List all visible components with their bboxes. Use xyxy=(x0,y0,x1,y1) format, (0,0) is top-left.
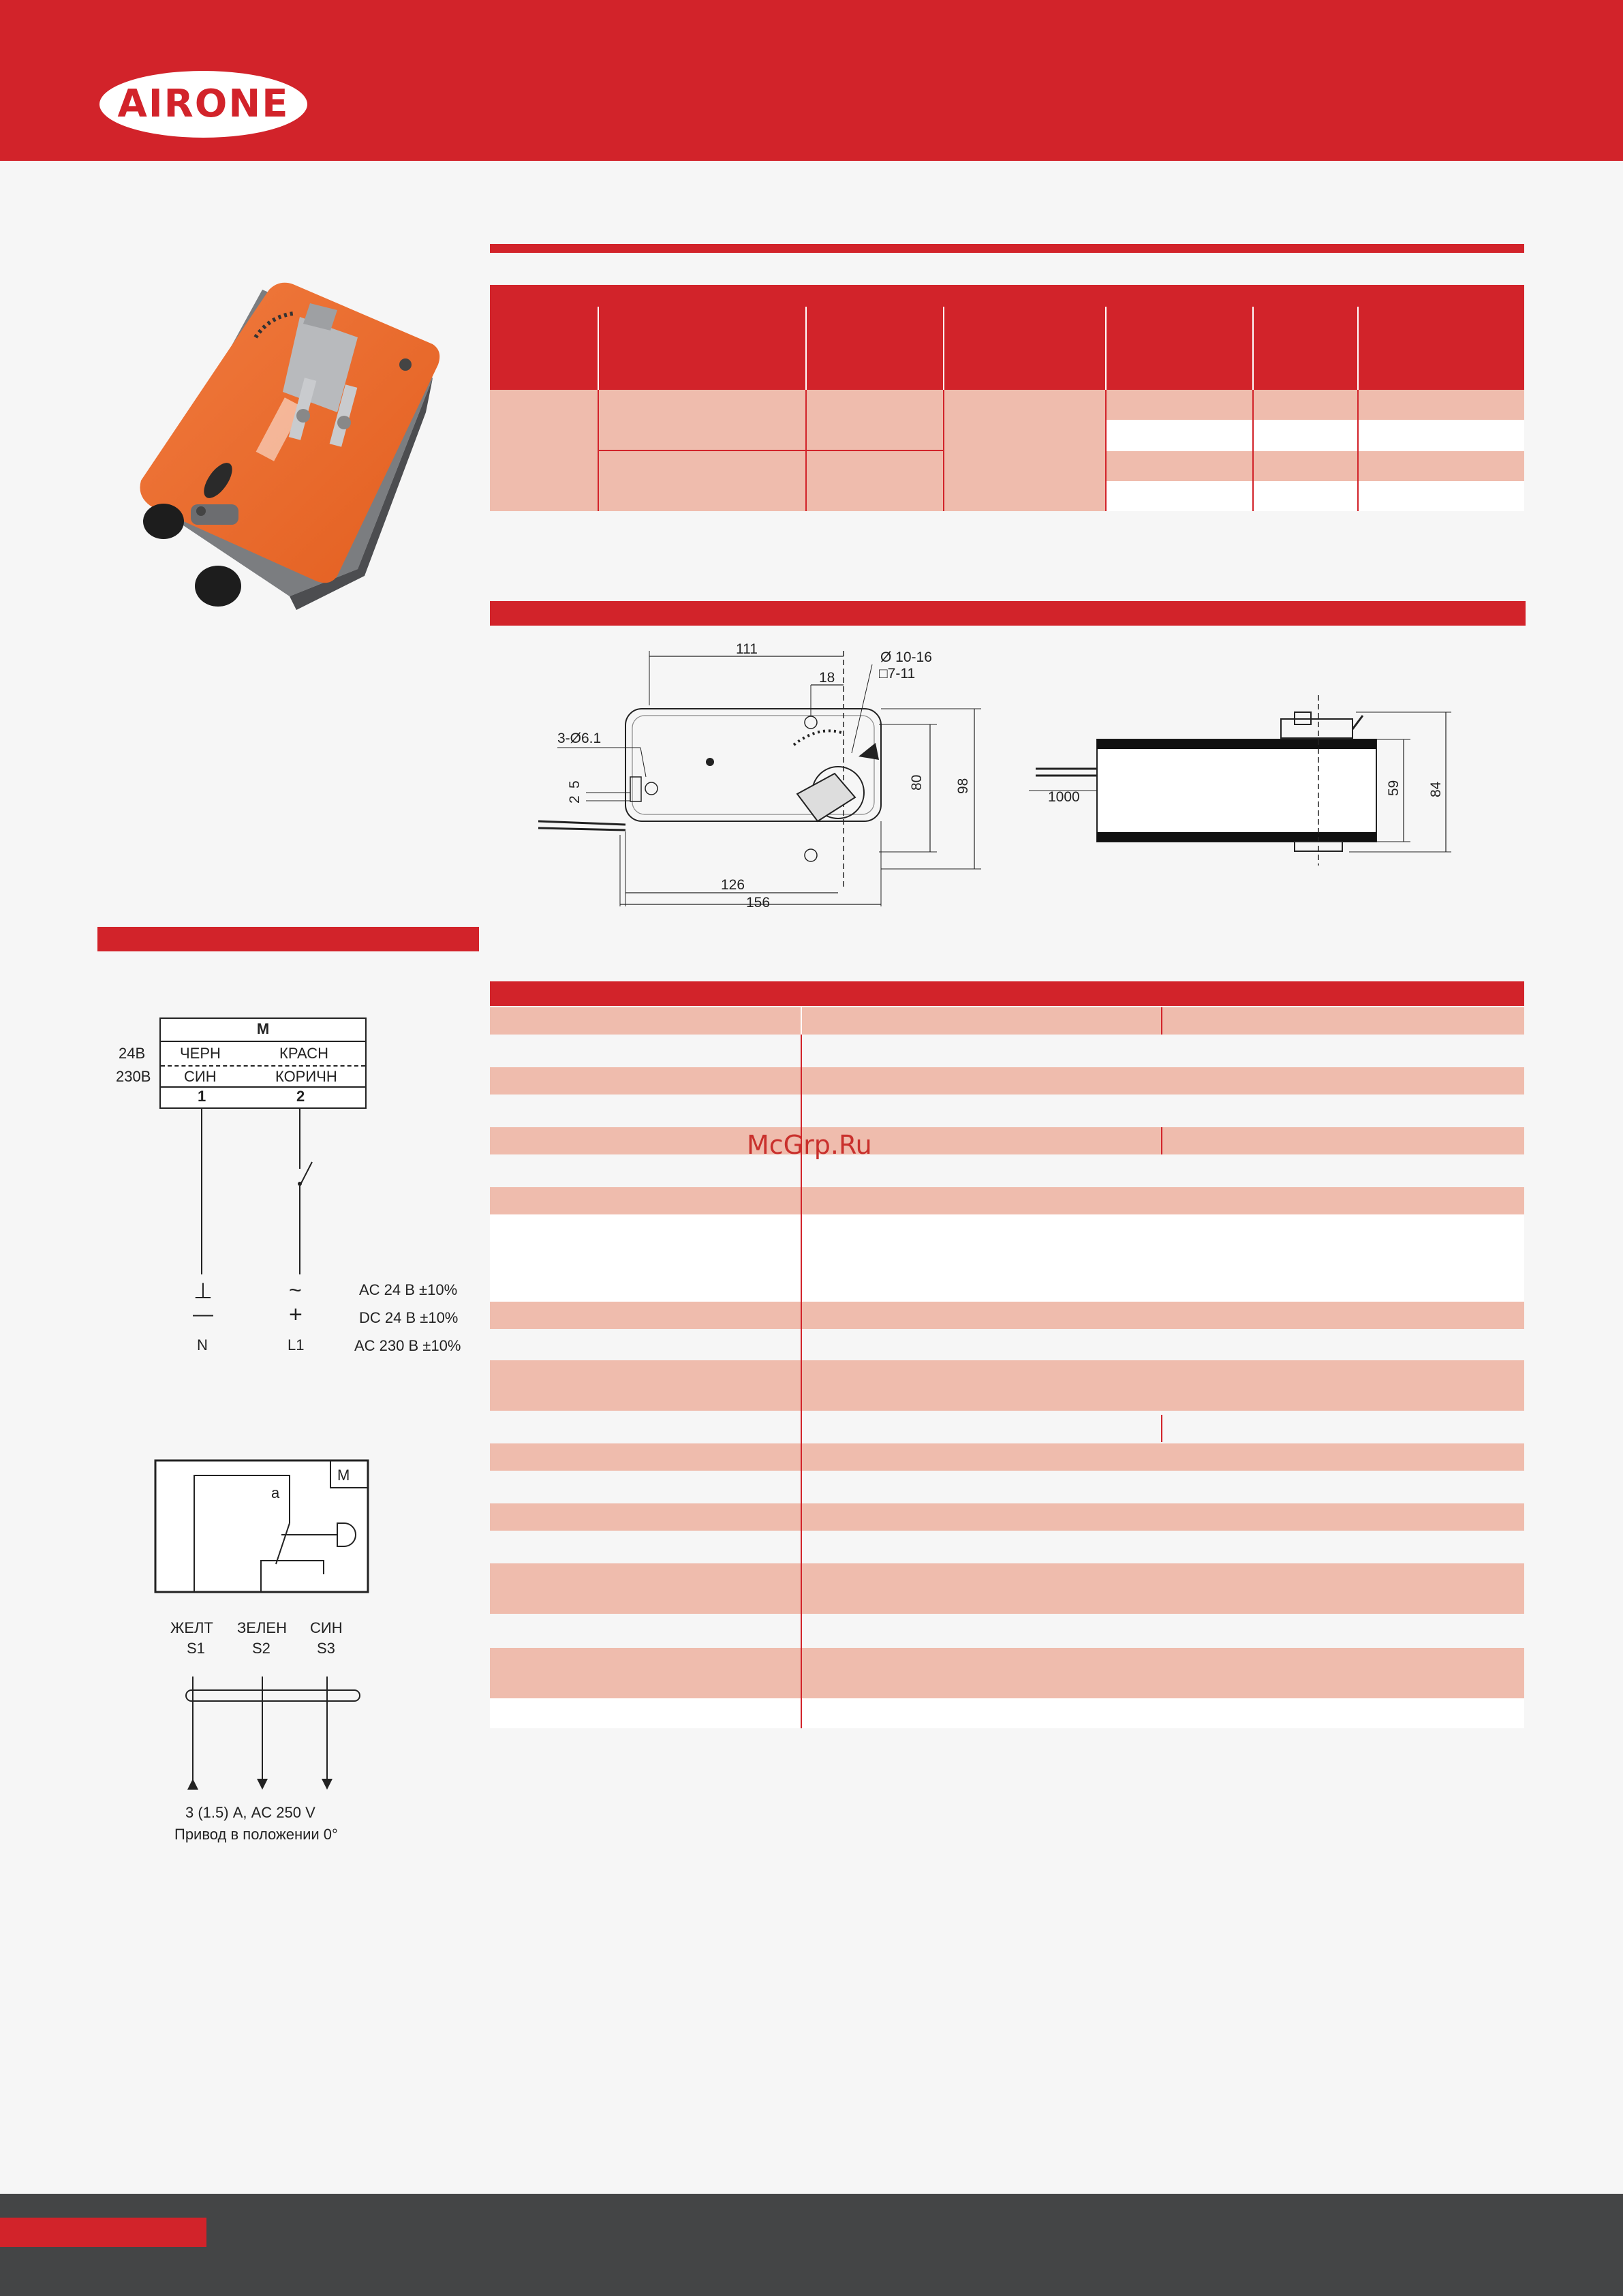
aux-wire-s3: S3 xyxy=(317,1640,335,1657)
spec-row xyxy=(1107,451,1524,481)
dimension-drawing-side xyxy=(1008,688,1472,872)
aux-wire-blue: СИН xyxy=(310,1619,343,1636)
tech-divider xyxy=(801,1007,802,1035)
wiring-motor-label: M xyxy=(159,1017,367,1042)
dim-18: 18 xyxy=(819,670,835,686)
dim-shaft-square: □7-11 xyxy=(879,666,916,682)
spec-divider xyxy=(1105,390,1107,511)
dim-cable: 1000 xyxy=(1048,789,1080,805)
spec-divider xyxy=(1252,307,1254,390)
section-bar-wiring xyxy=(97,927,479,951)
wiring-wire-blue: СИН xyxy=(184,1068,217,1085)
dim-156: 156 xyxy=(746,895,771,910)
wiring-wire-brown: КОРИЧН xyxy=(275,1068,337,1085)
spec-cell xyxy=(944,390,1105,511)
ac-symbol: ~ xyxy=(289,1278,302,1302)
dim-111: 111 xyxy=(736,641,758,657)
spec-divider xyxy=(943,390,944,511)
aux-rating: 3 (1.5) А, AC 250 V xyxy=(185,1804,315,1821)
spec-divider xyxy=(1357,307,1359,390)
product-photo xyxy=(133,276,453,624)
wiring-divider xyxy=(161,1086,365,1088)
tech-divider xyxy=(1161,1007,1162,1035)
tech-divider xyxy=(1161,1415,1162,1442)
ground-symbol: ⊥ xyxy=(194,1279,213,1303)
wiring-divider xyxy=(161,1065,365,1067)
tech-row xyxy=(490,1698,1524,1728)
spec-divider xyxy=(1252,390,1254,511)
dim-98: 98 xyxy=(955,778,971,794)
spec-cell xyxy=(599,451,805,511)
minus-symbol: — xyxy=(193,1303,213,1326)
spec-divider xyxy=(943,307,944,390)
wiring-terminal-2: 2 xyxy=(296,1088,305,1105)
dim-holes: 3-Ø6.1 xyxy=(557,731,602,746)
dim-2: 2 xyxy=(567,795,583,803)
dim-80: 80 xyxy=(909,774,925,791)
brand-logo-text: AIRONE xyxy=(117,82,290,126)
tech-row xyxy=(490,1127,1524,1154)
neutral-label: N xyxy=(197,1336,208,1353)
aux-contact-label: a xyxy=(271,1484,280,1501)
supply-dc24: DC 24 В ±10% xyxy=(359,1309,459,1326)
aux-wire-green: ЗЕЛЕН xyxy=(237,1619,287,1636)
aux-note: Привод в положении 0° xyxy=(174,1826,338,1843)
tech-row xyxy=(490,1187,1524,1214)
spec-row xyxy=(1107,390,1524,420)
tech-row xyxy=(490,1214,1524,1302)
tech-row xyxy=(490,1443,1524,1471)
wiring-wire-black: ЧЕРН xyxy=(180,1045,221,1062)
aux-wire-s1: S1 xyxy=(187,1640,205,1657)
aux-motor-label: M xyxy=(337,1467,350,1484)
dim-84: 84 xyxy=(1428,781,1444,797)
section-bar-specs xyxy=(490,244,1524,253)
spec-cell xyxy=(807,390,943,450)
tech-row xyxy=(490,1503,1524,1531)
line-label: L1 xyxy=(288,1336,305,1353)
spec-cell xyxy=(807,451,943,511)
tech-row xyxy=(490,1360,1524,1411)
wiring-lines xyxy=(191,1107,327,1278)
wiring-voltage-24: 24В xyxy=(119,1045,146,1062)
spec-divider xyxy=(1105,307,1107,390)
wiring-voltage-230: 230В xyxy=(116,1068,151,1085)
tech-row xyxy=(490,1067,1524,1095)
dim-shaft-round: Ø 10-16 xyxy=(880,649,932,665)
tech-row xyxy=(490,1563,1524,1614)
tech-row xyxy=(490,1007,1524,1035)
aux-wire-s2: S2 xyxy=(252,1640,270,1657)
spec-divider xyxy=(1357,390,1359,511)
spec-divider xyxy=(599,450,943,451)
dim-59: 59 xyxy=(1386,780,1402,796)
dim-5: 5 xyxy=(567,780,583,789)
wiring-terminal-1: 1 xyxy=(198,1088,206,1105)
tech-row xyxy=(490,1648,1524,1698)
supply-ac24: AC 24 В ±10% xyxy=(359,1281,458,1298)
spec-cell-model xyxy=(490,390,598,511)
supply-ac230: AC 230 В ±10% xyxy=(354,1337,461,1354)
section-bar-dimensions xyxy=(490,601,1526,626)
footer-bar xyxy=(0,2194,1623,2296)
aux-wire-yellow: ЖЕЛТ xyxy=(170,1619,213,1636)
tech-row xyxy=(490,1302,1524,1329)
spec-divider xyxy=(805,307,807,390)
plus-symbol: + xyxy=(289,1302,303,1328)
tech-divider xyxy=(1161,1127,1162,1154)
footer-accent xyxy=(0,2218,206,2247)
spec-table-header xyxy=(490,285,1524,390)
dimension-drawing-front xyxy=(538,637,1008,923)
spec-cell xyxy=(599,390,805,450)
dim-126: 126 xyxy=(721,877,745,893)
wiring-wire-red: КРАСН xyxy=(279,1045,328,1062)
section-bar-technical xyxy=(490,981,1524,1006)
tech-divider xyxy=(801,1007,802,1728)
watermark: McGrp.Ru xyxy=(747,1130,872,1160)
